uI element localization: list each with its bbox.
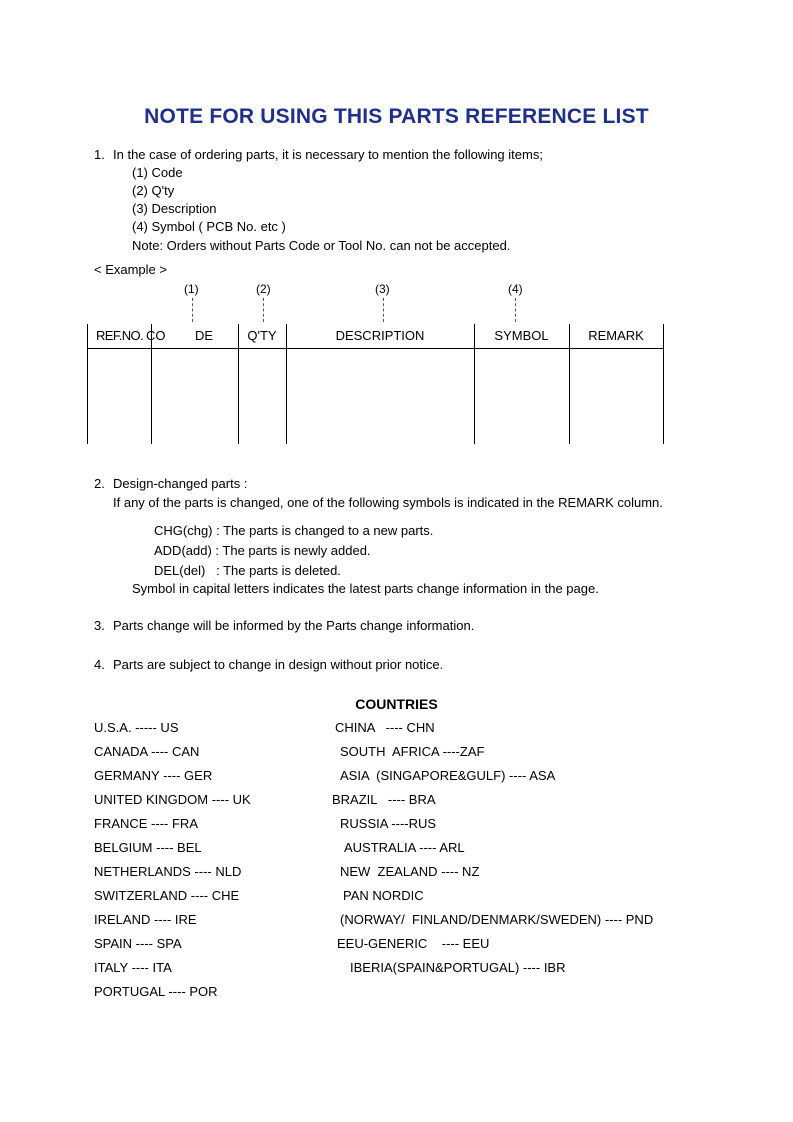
item-3-text: Parts change will be informed by the Parts change information. [113, 618, 475, 633]
header-qty: Q'TY [247, 328, 277, 343]
marker-1-leader [192, 298, 193, 322]
marker-1: (1) [184, 282, 199, 296]
header-description: DESCRIPTION [335, 328, 425, 343]
item-1-sub-description: (3) Description [132, 201, 217, 216]
country-item: NETHERLANDS ---- NLD [94, 864, 242, 879]
country-item: AUSTRALIA ---- ARL [344, 840, 465, 855]
item-1-sub-code: (1) Code [132, 165, 183, 180]
header-ref-no: REF.NO. [96, 328, 144, 343]
country-item: SWITZERLAND ---- CHE [94, 888, 240, 903]
symbol-add: ADD(add) : The parts is newly added. [154, 543, 371, 558]
marker-3-leader [383, 298, 384, 322]
country-item: BRAZIL ---- BRA [332, 792, 436, 807]
item-4-text: Parts are subject to change in design without prior notice. [113, 657, 444, 672]
item-4-number: 4. [94, 657, 105, 672]
country-item: IBERIA(SPAIN&PORTUGAL) ---- IBR [350, 960, 566, 975]
item-1-number: 1. [94, 147, 105, 162]
country-item: PORTUGAL ---- POR [94, 984, 218, 999]
country-item: ITALY ---- ITA [94, 960, 172, 975]
page-title: NOTE FOR USING THIS PARTS REFERENCE LIST [144, 105, 649, 128]
country-item: EEU-GENERIC ---- EEU [337, 936, 490, 951]
item-2-text: If any of the parts is changed, one of the following symbols is indicated in the REMARK column. [113, 495, 663, 510]
country-item: IRELAND ---- IRE [94, 912, 197, 927]
table-border-right [663, 324, 664, 444]
item-1-note: Note: Orders without Parts Code or Tool No. can not be accepted. [132, 238, 511, 253]
marker-4: (4) [508, 282, 523, 296]
country-item: SPAIN ---- SPA [94, 936, 182, 951]
header-symbol: SYMBOL [494, 328, 549, 343]
item-2-number: 2. [94, 476, 105, 491]
item-3-number: 3. [94, 618, 105, 633]
item-2-footer: Symbol in capital letters indicates the latest parts change information in the page. [132, 581, 599, 596]
symbol-chg: CHG(chg) : The parts is changed to a new parts. [154, 523, 434, 538]
country-item: SOUTH AFRICA ----ZAF [340, 744, 485, 759]
item-2-heading: Design-changed parts : [113, 476, 248, 491]
marker-4-leader [515, 298, 516, 322]
symbol-del: DEL(del) : The parts is deleted. [154, 563, 341, 578]
item-1-sub-symbol: (4) Symbol ( PCB No. etc ) [132, 219, 286, 234]
example-label: < Example > [94, 262, 167, 277]
table-header-rule [87, 348, 664, 349]
country-item: CANADA ---- CAN [94, 744, 200, 759]
country-item: BELGIUM ---- BEL [94, 840, 202, 855]
country-item: ASIA (SINGAPORE&GULF) ---- ASA [340, 768, 556, 783]
country-item: GERMANY ---- GER [94, 768, 213, 783]
country-item: U.S.A. ----- US [94, 720, 179, 735]
item-1-text: In the case of ordering parts, it is necessary to mention the following items; [113, 147, 543, 162]
header-code-a: CO [146, 328, 166, 343]
country-item: (NORWAY/ FINLAND/DENMARK/SWEDEN) ---- PND [340, 912, 654, 927]
marker-3: (3) [375, 282, 390, 296]
marker-2-leader [263, 298, 264, 322]
country-item: NEW ZEALAND ---- NZ [340, 864, 480, 879]
item-1-sub-qty: (2) Q'ty [132, 183, 175, 198]
country-item: CHINA ---- CHN [335, 720, 435, 735]
table-border-left [87, 324, 88, 444]
country-item: FRANCE ---- FRA [94, 816, 198, 831]
header-remark: REMARK [588, 328, 644, 343]
header-code-b: DE [195, 328, 214, 343]
country-item: RUSSIA ----RUS [340, 816, 437, 831]
country-item: UNITED KINGDOM ---- UK [94, 792, 251, 807]
marker-2: (2) [256, 282, 271, 296]
countries-title: COUNTRIES [355, 696, 438, 712]
country-item: PAN NORDIC [343, 888, 424, 903]
